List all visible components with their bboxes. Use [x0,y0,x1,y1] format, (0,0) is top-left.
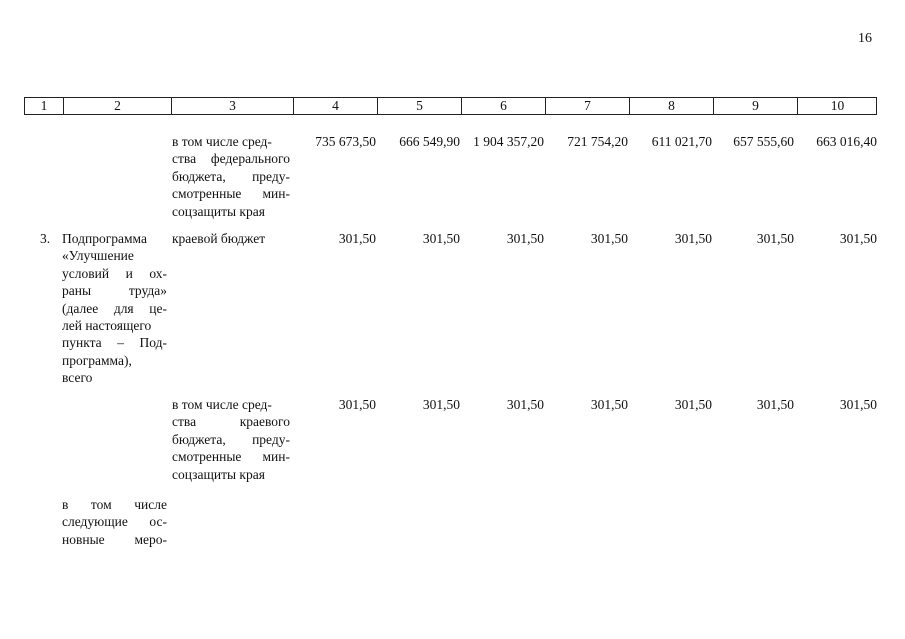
row4-title-line: новные меро- [62,531,167,547]
row2-item-number: 3. [40,231,51,246]
row2-title-line: программа), [62,352,132,368]
row2-description [172,230,290,247]
row2-value-col5: 301,50 [422,231,460,246]
row3-value-col5: 301,50 [422,397,460,412]
row2-title-line: раны труда» [62,283,167,299]
page-number: 16 [858,31,872,46]
header-cell-2: 2 [63,98,171,114]
row1-desc-line: соцзащиты края [172,203,265,219]
header-cell-6: 6 [461,98,545,114]
row1-desc-line: бюджета, преду- [172,168,290,184]
row1-value-col10: 663 016,40 [816,134,877,149]
header-cell-8: 8 [629,98,713,114]
row3-value-col8: 301,50 [674,397,712,412]
row3-desc-line: ства краевого [172,414,290,430]
row3-desc-line: смотренные мин- [172,449,290,465]
row4-measures-title [62,496,167,548]
row2-title-line: (далее для це- [62,300,167,316]
row3-value-col4: 301,50 [338,397,376,412]
row3-description [172,396,290,483]
row3-desc-line: в том числе сред- [172,397,272,412]
row2-title-line: пункта – Под- [62,335,167,351]
row1-value-col5: 666 549,90 [399,134,460,149]
header-cell-5: 5 [377,98,461,114]
row2-desc-line: краевой бюджет [172,231,266,246]
row1-value-col7: 721 754,20 [567,134,628,149]
row2-subprogram-title [62,230,167,387]
row1-description [172,133,290,220]
row2-value-col9: 301,50 [756,231,794,246]
row2-title-line: Подпрограмма [62,231,147,246]
row1-value-col8: 611 021,70 [651,134,712,149]
row2-title-line: всего [62,370,93,386]
row2-title-line: лей настоящего [62,317,152,333]
row3-desc-line: бюджета, преду- [172,431,290,447]
row2-value-col10: 301,50 [839,231,877,246]
header-cell-9: 9 [713,98,797,114]
header-cell-4: 4 [293,98,377,114]
row1-desc-line: в том числе сред- [172,134,272,149]
row1-value-col9: 657 555,60 [733,134,794,149]
row3-desc-line: соцзащиты края [172,466,265,482]
row3-value-col7: 301,50 [590,397,628,412]
row4-title-line: в том числе [62,497,167,512]
header-cell-1: 1 [40,98,48,113]
row2-value-col4: 301,50 [338,231,376,246]
row1-desc-line: ства федерального [172,151,290,167]
row3-value-col10: 301,50 [839,397,877,412]
row1-desc-line: смотренные мин- [172,186,290,202]
header-cell-7: 7 [545,98,629,114]
header-cell-10: 10 [797,98,877,114]
row4-title-line: следующие ос- [62,514,167,530]
row1-value-col6: 1 904 357,20 [473,134,544,149]
table-header-row [24,97,877,115]
header-cell-3: 3 [171,98,293,114]
row2-value-col8: 301,50 [674,231,712,246]
row2-value-col7: 301,50 [590,231,628,246]
row3-value-col6: 301,50 [506,397,544,412]
row2-title-line: «Улучшение [62,248,134,264]
row2-value-col6: 301,50 [506,231,544,246]
row1-value-col4: 735 673,50 [315,134,376,149]
row2-title-line: условий и ох- [62,265,167,281]
row3-value-col9: 301,50 [756,397,794,412]
